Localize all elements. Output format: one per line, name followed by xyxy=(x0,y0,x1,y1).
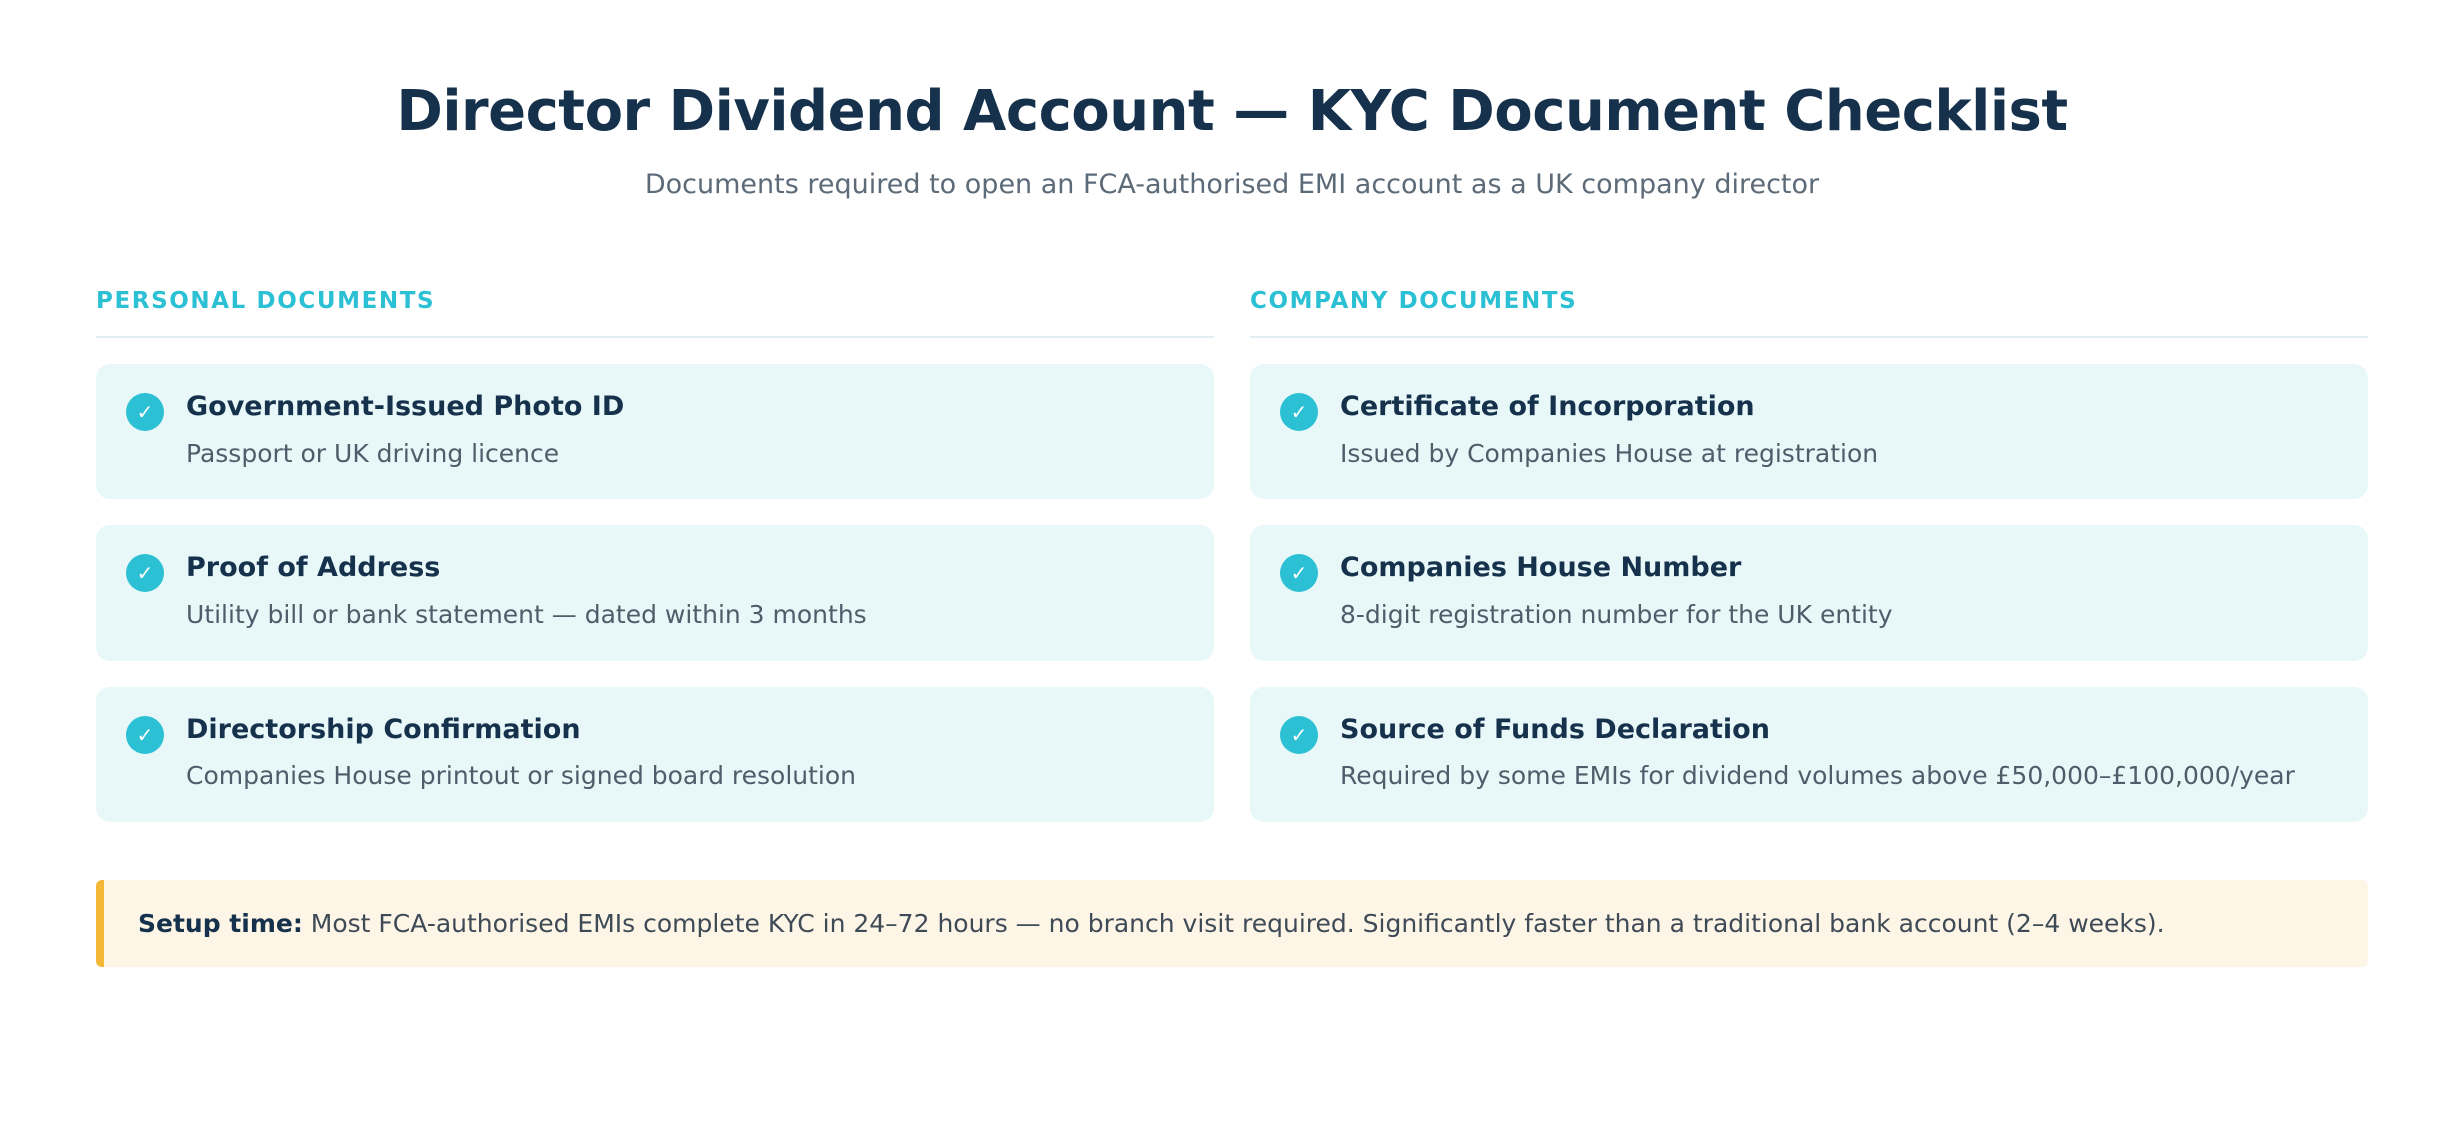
check-icon: ✓ xyxy=(1280,393,1318,431)
checklist-item-title: Directorship Confirmation xyxy=(186,713,581,745)
checklist-item-title: Source of Funds Declaration xyxy=(1340,713,1770,745)
column-heading: PERSONAL DOCUMENTS xyxy=(96,288,1214,338)
page-title: Director Dividend Account — KYC Document Checklist xyxy=(396,79,2068,144)
check-icon: ✓ xyxy=(1280,716,1318,754)
checklist-item xyxy=(96,364,1214,499)
setup-time-note xyxy=(96,880,2368,967)
column-company-documents xyxy=(1250,288,2368,822)
checklist-item-title: Certificate of Incorporation xyxy=(1340,391,1755,423)
checklist-item-body xyxy=(1340,713,2295,794)
checklist-item-description: Issued by Companies House at registration xyxy=(1340,438,1879,468)
checklist-item-body xyxy=(1340,551,1893,632)
checklist-item xyxy=(96,687,1214,822)
column-heading: COMPANY DOCUMENTS xyxy=(1250,288,2368,338)
check-icon: ✓ xyxy=(126,393,164,431)
checklist-item xyxy=(1250,364,2368,499)
column-personal-documents xyxy=(96,288,1214,822)
checklist-item xyxy=(1250,687,2368,822)
checklist-item-body xyxy=(1340,390,1878,471)
check-icon: ✓ xyxy=(126,554,164,592)
check-icon: ✓ xyxy=(1280,554,1318,592)
setup-time-text: Most FCA-authorised EMIs complete KYC in 24–72 hours — no branch visit required. Significantly faster than a traditional bank account (2–4 weeks). xyxy=(302,908,2165,938)
checklist-item-description: Utility bill or bank statement — dated within 3 months xyxy=(186,600,867,630)
checklist-item xyxy=(1250,525,2368,660)
checklist-item-title: Government-Issued Photo ID xyxy=(186,391,625,423)
checklist-item-description: Passport or UK driving licence xyxy=(186,438,560,468)
checklist-item-description: Companies House printout or signed board resolution xyxy=(186,761,857,791)
check-icon: ✓ xyxy=(126,716,164,754)
checklist-columns xyxy=(96,288,2368,822)
checklist-item-body xyxy=(186,551,867,632)
setup-time-label: Setup time: xyxy=(138,908,303,938)
checklist-item-body xyxy=(186,390,624,471)
checklist-item-description: 8-digit registration number for the UK entity xyxy=(1340,600,1893,630)
checklist-item-description: Required by some EMIs for dividend volumes above £50,000–£100,000/year xyxy=(1340,761,2295,791)
page-subtitle: Documents required to open an FCA-authorised EMI account as a UK company director xyxy=(644,169,1820,201)
checklist-item xyxy=(96,525,1214,660)
checklist-item-title: Companies House Number xyxy=(1340,552,1742,584)
checklist-item-body xyxy=(186,713,856,794)
checklist-item-title: Proof of Address xyxy=(186,552,441,584)
